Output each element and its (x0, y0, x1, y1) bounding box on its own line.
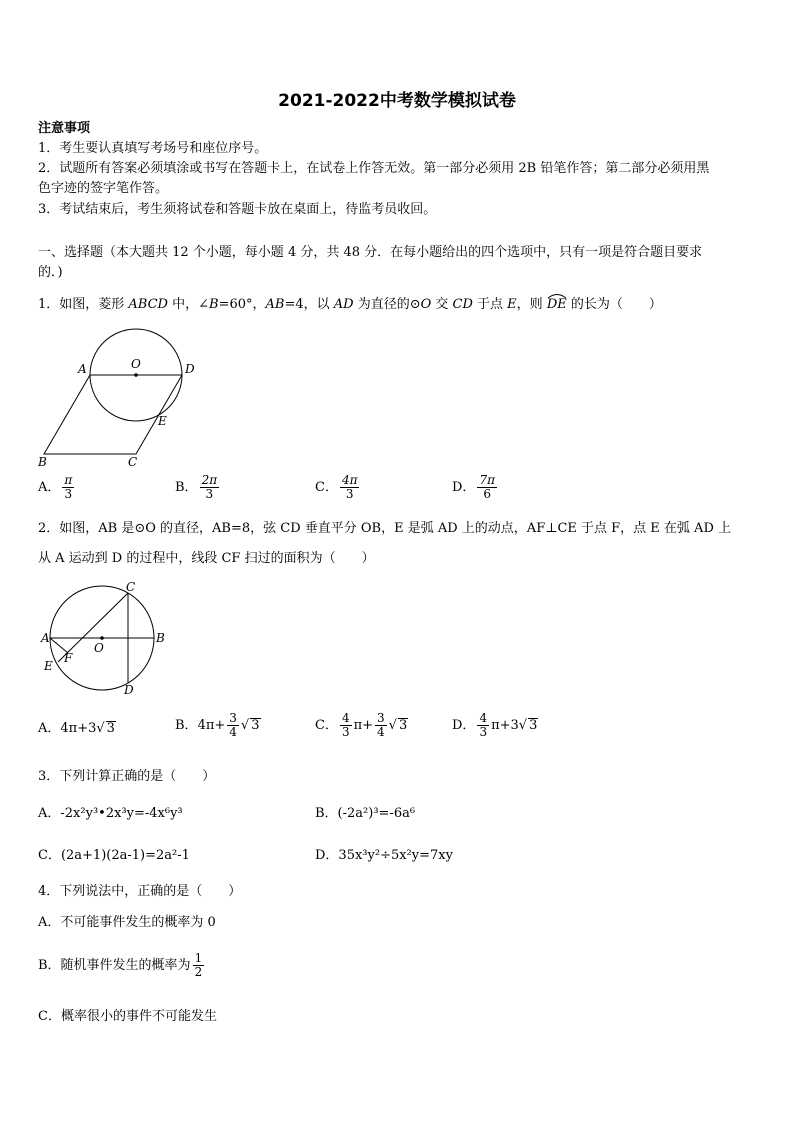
q2-label-d: D (124, 683, 134, 697)
q2-option-b: B．4π+ $\frac{3}{4}$ √ 3 (175, 711, 260, 739)
notice-line-2a: 2．试题所有答案必须填涂或书写在答题卡上，在试卷上作答无效。第一部分必须用 2B 铅笔作答；第二部分必须用黑 (38, 161, 710, 176)
q1-figure (30, 318, 210, 470)
notice-heading: 注意事项 (38, 121, 91, 136)
q1-option-d: D． $\frac{7\pi}{6}$ (452, 473, 495, 501)
q2-stem-line-2: 从 A 运动到 D 的过程中，线段 CF 扫过的面积为（ ） (38, 551, 375, 566)
q2-label-o: O (94, 641, 104, 655)
q4-stem: 4．下列说法中，正确的是（ ） (38, 884, 242, 899)
page-title: 2021-2022中考数学模拟试卷 (278, 91, 516, 111)
q2-label-e: E (44, 659, 53, 673)
q2-option-a: A．4π+3√ 3 (38, 721, 115, 736)
q1-answer-blank: 的长为（ ） (566, 297, 662, 312)
q1-label-e: E (158, 414, 167, 428)
q1-stem: 1．如图，菱形 ABCD 中，∠B=60°，AB=4，以 AD 为直径的⊙O 交 CD 于点 E，则 DE 的长为（ ） (38, 296, 662, 314)
q4-option-a: A．不可能事件发生的概率为 0 (38, 915, 216, 930)
q1-label-b: B (38, 455, 47, 469)
q2-figure (36, 576, 176, 700)
q1-label-c: C (128, 455, 138, 469)
q1-label-d: D (185, 362, 195, 376)
q4-option-b: B．随机事件发生的概率为 $\frac{1}{2}$ (38, 951, 203, 979)
q3-option-b: B．(-2a²)³=-6a⁶ (315, 806, 416, 821)
section-heading-a: 一、选择题（本大题共 12 个小题，每小题 4 分，共 48 分．在每小题给出的四个选项中，只有一项是符合题目要求 (38, 245, 703, 260)
q1-option-b: B． $\frac{2\pi}{3}$ (175, 473, 218, 501)
notice-line-2b: 色字迹的签字笔作答。 (38, 181, 169, 196)
q3-option-a: A．-2x²y³•2x³y=-4x⁶y³ (38, 806, 183, 821)
q2-label-f: F (64, 651, 73, 665)
q2-label-c: C (126, 580, 136, 594)
q4-option-c: C．概率很小的事件不可能发生 (38, 1009, 217, 1024)
section-heading-b: 的．) (38, 265, 63, 280)
q1-label-a: A (78, 362, 87, 376)
notice-line-1: 1．考生要认真填写考场号和座位序号。 (38, 141, 268, 156)
q1-label-o: O (131, 357, 141, 371)
q3-option-c: C．(2a+1)(2a-1)=2a²-1 (38, 848, 190, 863)
q3-stem: 3．下列计算正确的是（ ） (38, 769, 216, 784)
q3-option-d: D．35x³y²÷5x²y=7xy (315, 848, 453, 863)
q2-option-d: D． $\frac{4}{3}$ π+3√ 3 (452, 711, 538, 739)
q2-label-a: A (41, 631, 50, 645)
q1-option-c: C． $\frac{4\pi}{3}$ (315, 473, 358, 501)
q2-stem-line-1: 2．如图，AB 是⊙O 的直径，AB=8，弦 CD 垂直平分 OB，E 是弧 AD 上的动点，AF⊥CE 于点 F，点 E 在弧 AD 上 (38, 521, 731, 536)
q1-option-a: A． $\frac{\pi}{3}$ (38, 473, 73, 501)
q2-label-b: B (156, 631, 165, 645)
q2-option-c: C． $\frac{4}{3}$ π+ $\frac{3}{4}$ √ 3 (315, 711, 408, 739)
notice-line-3: 3．考试结束后，考生须将试卷和答题卡放在桌面上，待监考员收回。 (38, 202, 437, 217)
